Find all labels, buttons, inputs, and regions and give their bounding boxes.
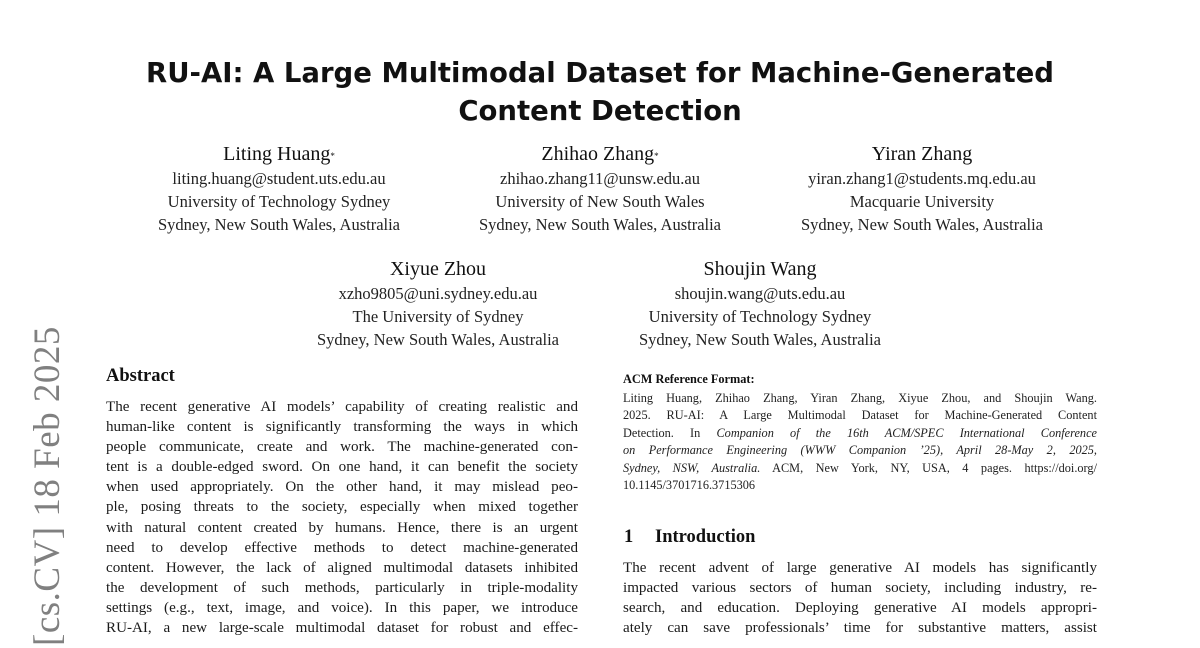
acm-reference-heading: ACM Reference Format: xyxy=(623,372,755,386)
acm-reference-text xyxy=(623,390,1097,494)
title-line-1: RU-AI: A Large Multimodal Dataset for Machine-Generated xyxy=(146,57,1054,89)
author-location: Sydney, New South Wales, Australia xyxy=(478,215,722,234)
author-block xyxy=(772,141,1072,236)
introduction-line: The recent advent of large generative AI models has significantly xyxy=(623,560,1097,576)
author-location: Sydney, New South Wales, Australia xyxy=(316,330,560,349)
equal-contribution-mark: * xyxy=(654,151,659,161)
author-location: Sydney, New South Wales, Australia xyxy=(638,330,882,349)
abstract-line: The recent generative AI models’ capability of creating realistic and xyxy=(106,399,578,415)
author-block xyxy=(610,256,910,351)
abstract-line: with natural content created by humans. Hence, there is an urgent xyxy=(106,519,578,536)
abstract-heading: Abstract xyxy=(106,366,175,386)
abstract-line: the development of such methods, particularly in triple-modality xyxy=(106,579,578,596)
introduction-text xyxy=(623,558,1097,638)
acm-reference-line: Liting Huang, Zhihao Zhang, Yiran Zhang, Xiyue Zhou, and Shoujin Wang. xyxy=(623,391,1097,405)
author-name: Shoujin Wang xyxy=(703,258,817,280)
abstract-line: need to develop effective methods to detect machine-generated xyxy=(106,539,578,556)
acm-reference-line: Detection. In Companion of the 16th ACM/SPEC International Conference xyxy=(623,425,1097,440)
arxiv-stamp: [cs.CV] 18 Feb 2025 xyxy=(27,326,68,646)
abstract-line: human-like content is significantly transforming the ways in which xyxy=(106,419,578,436)
introduction-line: impacted various sectors of human society, including industry, re- xyxy=(623,580,1097,597)
abstract-line: content. However, the lack of aligned multimodal datasets inhibited xyxy=(106,559,578,576)
introduction-line: search, and education. Deploying generative AI models appropri- xyxy=(623,600,1097,617)
author-email: zhihao.zhang11@unsw.edu.au xyxy=(500,169,700,188)
author-block xyxy=(450,141,750,236)
author-affiliation: University of Technology Sydney xyxy=(648,307,872,326)
author-name: Xiyue Zhou xyxy=(389,258,487,280)
paper-title xyxy=(100,54,1100,130)
abstract-line: people communicate, create and work. The machine-generated con- xyxy=(106,439,578,456)
author-affiliation: Macquarie University xyxy=(849,192,995,211)
abstract-line: settings (e.g., text, image, and voice). In this paper, we introduce xyxy=(106,599,578,616)
section-title: Introduction xyxy=(655,527,756,547)
author-name: Liting Huang* xyxy=(223,143,335,165)
acm-reference-line: 2025. RU-AI: A Large Multimodal Dataset for Machine-Generated Content xyxy=(623,408,1097,423)
venue-italic: on Performance Engineering (WWW Companion ’25), April 28-May 2, 2025, xyxy=(623,443,1097,458)
author-email: shoujin.wang@uts.edu.au xyxy=(674,284,846,303)
author-email: xzho9805@uni.sydney.edu.au xyxy=(338,284,538,303)
abstract-line: when used appropriately. On the other hand, it may mislead peo- xyxy=(106,479,578,496)
author-location: Sydney, New South Wales, Australia xyxy=(800,215,1044,234)
author-email: liting.huang@student.uts.edu.au xyxy=(172,169,386,188)
abstract-line: ple, posing threats to the society, especially when mixed together xyxy=(106,499,578,516)
abstract-line: tent is a double-edged sword. On one hand, it can benefit the society xyxy=(106,459,578,476)
venue-italic: Companion of the 16th ACM/SPEC International Conference xyxy=(716,425,1097,440)
section-heading-introduction xyxy=(624,527,755,548)
abstract-text xyxy=(106,397,578,638)
author-name: Yiran Zhang xyxy=(871,143,973,165)
acm-reference-line xyxy=(623,442,1097,459)
acm-reference-line: Sydney, NSW, Australia. ACM, New York, NY, USA, 4 pages. https://doi.org/ xyxy=(623,460,1097,475)
author-location: Sydney, New South Wales, Australia xyxy=(157,215,401,234)
equal-contribution-mark: * xyxy=(330,151,335,161)
title-line-2: Content Detection xyxy=(458,95,742,127)
author-affiliation: University of New South Wales xyxy=(495,192,705,211)
author-block xyxy=(288,256,588,351)
section-number: 1 xyxy=(624,527,634,547)
author-affiliation: The University of Sydney xyxy=(352,307,524,326)
abstract-line: RU-AI, a new large-scale multimodal dataset for robust and effec- xyxy=(106,620,578,637)
doi-link[interactable]: 10.1145/3701716.3715306 xyxy=(623,478,756,493)
introduction-line: ately can save professionals’ time for substantive matters, assist xyxy=(623,620,1097,637)
venue-italic: Sydney, NSW, Australia. xyxy=(623,460,761,475)
author-email: yiran.zhang1@students.mq.edu.au xyxy=(808,169,1036,188)
author-block xyxy=(129,141,429,236)
author-name: Zhihao Zhang* xyxy=(541,143,659,165)
author-affiliation: University of Technology Sydney xyxy=(167,192,391,211)
